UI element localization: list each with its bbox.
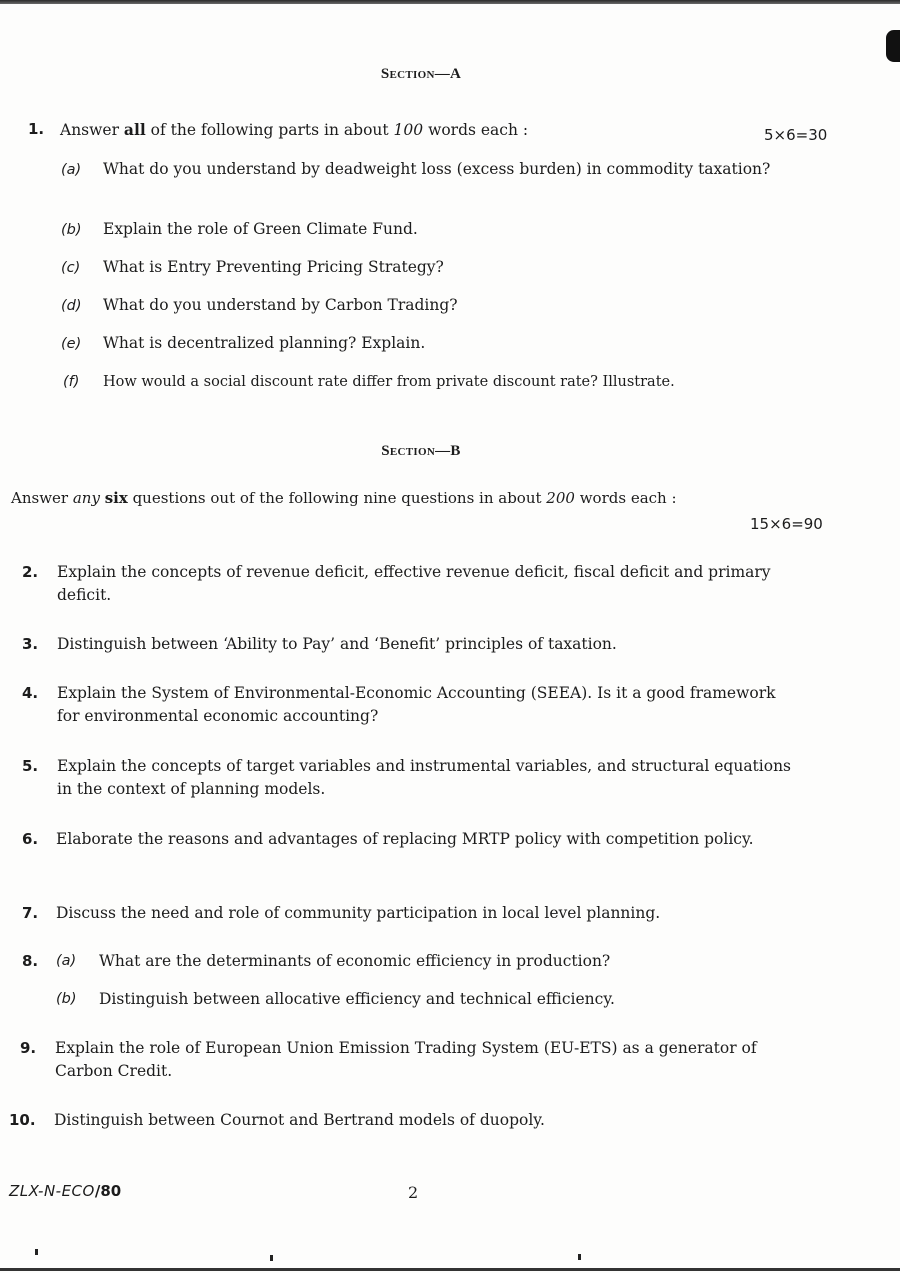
question-number-7: 7. [22, 904, 39, 922]
question-text-2: Explain the concepts of revenue deficit, effective revenue deficit, fiscal deficit and primary deficit. [57, 563, 771, 604]
part-label-c: (c) [61, 260, 81, 276]
page-number: 2 [408, 1183, 419, 1202]
scan-speck [270, 1255, 273, 1261]
question-number-4: 4. [22, 684, 39, 702]
question-text-7: Discuss the need and role of community participation in local level planning. [56, 904, 661, 922]
part-text-d: What do you understand by Carbon Trading? [103, 296, 458, 314]
question-text-10: Distinguish between Cournot and Bertrand models of duopoly. [54, 1111, 545, 1129]
part-label-d: (d) [61, 298, 82, 314]
question-number-5: 5. [22, 757, 39, 775]
question-number-6: 6. [22, 830, 39, 848]
question-text-9: Explain the role of European Union Emission Trading System (EU-ETS) as a generator of Carbon Credit. [55, 1039, 757, 1080]
scan-speck [578, 1254, 581, 1260]
question-text-5: Explain the concepts of target variables and instrumental variables, and structural equations in the context of planning models. [57, 757, 792, 798]
question-number-1: 1. [28, 120, 45, 138]
part-text-b: Explain the role of Green Climate Fund. [103, 220, 418, 238]
part-label-f: (f) [63, 374, 80, 390]
scan-top-border [0, 0, 900, 4]
part-text-a: What do you understand by deadweight loss (excess burden) in commodity taxation? [103, 160, 771, 178]
paper-code: ZLX-N-ECO/80 [9, 1182, 122, 1200]
question-number-10: 10. [9, 1111, 36, 1129]
part-text-f: How would a social discount rate differ from private discount rate? Illustrate. [103, 374, 675, 390]
q8-part-text-a: What are the determinants of economic efficiency in production? [99, 952, 611, 970]
section-a-title: Section—A [380, 66, 462, 82]
q8-part-label-b: (b) [56, 991, 77, 1007]
question-number-3: 3. [22, 635, 39, 653]
section-b-marks: 15×6=90 [750, 515, 823, 533]
part-text-c: What is Entry Preventing Pricing Strategy? [103, 258, 444, 276]
question-text-4: Explain the System of Environmental-Economic Accounting (SEEA). Is it a good framework for environmental economic accounting? [57, 684, 776, 725]
q8-part-label-a: (a) [56, 953, 77, 969]
section-b-title: Section—B [381, 443, 461, 459]
section-a-marks: 5×6=30 [764, 126, 828, 144]
section-b-instruction: Answer any six questions out of the following nine questions in about 200 words each : [11, 489, 677, 507]
scan-speck [35, 1249, 38, 1255]
scan-edge-mark [886, 30, 900, 62]
part-label-e: (e) [61, 336, 82, 352]
question-1-instruction: Answer all of the following parts in about 100 words each : [60, 120, 529, 139]
part-text-e: What is decentralized planning? Explain. [103, 334, 426, 352]
part-label-b: (b) [61, 222, 82, 238]
q8-part-text-b: Distinguish between allocative efficiency and technical efficiency. [99, 990, 615, 1008]
question-text-6: Elaborate the reasons and advantages of replacing MRTP policy with competition policy. [56, 830, 754, 848]
question-text-3: Distinguish between ‘Ability to Pay’ and ‘Benefit’ principles of taxation. [57, 635, 617, 653]
question-number-8: 8. [22, 952, 39, 970]
part-label-a: (a) [61, 162, 82, 178]
scan-bottom-border [0, 1268, 900, 1271]
question-number-9: 9. [20, 1039, 37, 1057]
question-number-2: 2. [22, 563, 39, 581]
